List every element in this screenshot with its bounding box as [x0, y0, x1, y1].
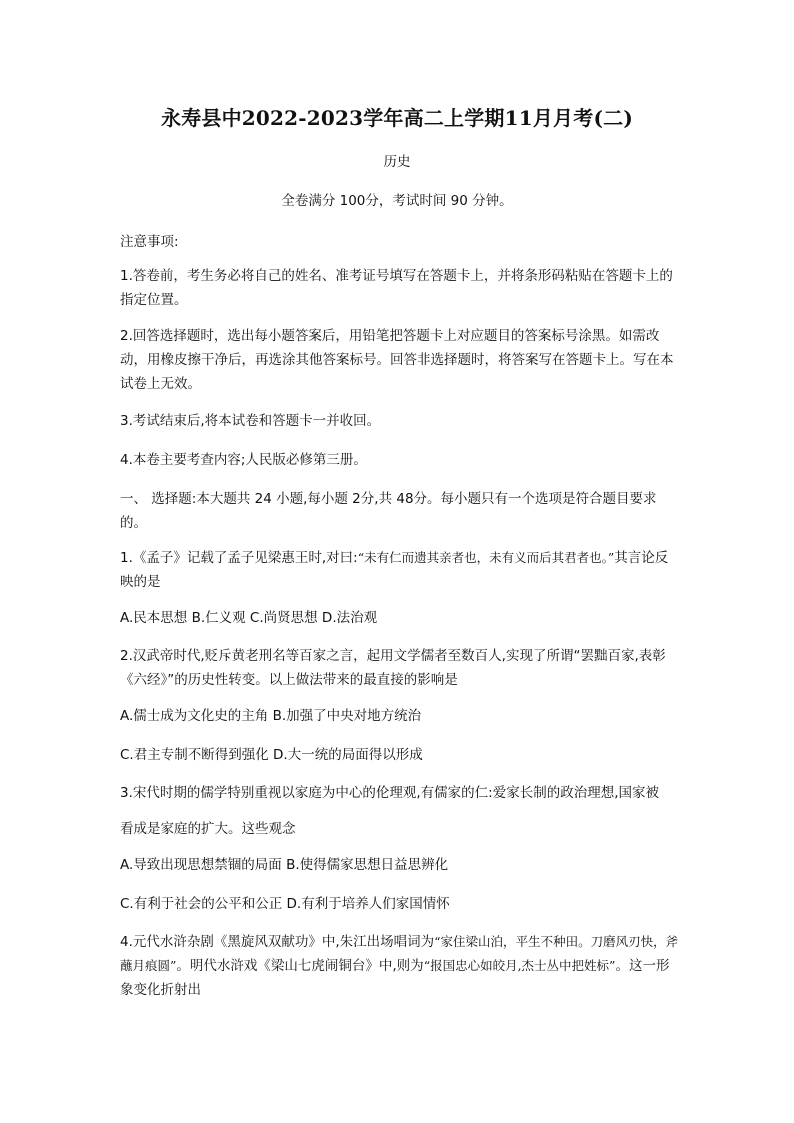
- question-4-stem-pre: 4.元代水浒杂剧《黑旋风双献功》中,朱江出场唱词为: [120, 934, 435, 950]
- exam-subject: 历史: [383, 154, 411, 170]
- question-3-stem-line-1: 3.宋代时期的儒学特别重视以家庭为中心的伦理观,有儒家的仁:爱家长制的政治理想,国家被: [120, 785, 660, 801]
- question-2-options-line-1: A.儒士成为文化史的主角 B.加强了中央对地方统治: [120, 708, 422, 724]
- question-3-options-line-1: A.导致出现思想禁锢的局面 B.使得儒家思想日益思辨化: [120, 857, 449, 873]
- question-1-options: A.民本思想 B.仁义观 C.尚贤思想 D.法治观: [120, 610, 378, 626]
- notice-heading: 注意事项:: [120, 234, 179, 250]
- question-3-stem-line-2: 看成是家庭的扩大。这些观念: [120, 821, 296, 837]
- question-4-stem-post: 。这一形象变化折射出: [120, 958, 670, 998]
- question-4-stem: [120, 930, 680, 1002]
- question-3-options-line-2: C.有利于社会的公平和公正 D.有利于培养人们家国情怀: [120, 896, 450, 912]
- question-4-quote-2: “报国忠心如皎月,杰士丛中把姓标”: [423, 958, 616, 973]
- question-1-stem-pre: 1.《孟子》记载了孟子见梁惠王时,对曰:: [120, 550, 358, 566]
- question-1-quote: “未有仁而遗其亲者也，未有义而后其君者也。”: [357, 550, 615, 565]
- question-1-stem-post: 其言论反映的是: [120, 550, 669, 590]
- notice-item-4: 4.本卷主要考查内容;人民版必修第三册。: [120, 452, 367, 468]
- question-1-stem: [120, 546, 680, 594]
- question-4-stem-mid: 。明代水浒戏《梁山七虎闹铜台》中,则为: [176, 958, 424, 974]
- notice-item-3: 3.考试结束后,将本试卷和答题卡一并收回。: [120, 413, 381, 429]
- section-heading: 一、 选择题:本大题共 24 小题,每小题 2分,共 48分。每小题只有一个选项是符合题目要求的。: [120, 491, 657, 531]
- notice-item-2: 2.回答选择题时，选出每小题答案后，用铅笔把答题卡上对应题目的答案标号涂黑。如需改动，用橡皮擦干净后，再选涂其他答案标号。回答非选择题时，将答案写在答题卡上。写在本试卷上无效。: [120, 328, 674, 392]
- question-2-options-line-2: C.君主专制不断得到强化 D.大一统的局面得以形成: [120, 747, 423, 763]
- question-2-stem: 2.汉武帝时代,贬斥黄老刑名等百家之言，起用文学儒者至数百人,实现了所谓“罢黜百家,表彰《六经》”的历史性转变。以上做法带来的最直接的影响是: [120, 648, 666, 688]
- score-info: 全卷满分 100分，考试时间 90 分钟。: [281, 193, 513, 209]
- question-4-quote-1: “家住梁山泊，平生不种田。刀磨风刃快，斧蘸月痕圆”: [120, 934, 679, 973]
- exam-title: 永寿县中2022-2023学年高二上学期11月月考(二): [161, 106, 633, 130]
- notice-item-1: 1.答卷前，考生务必将自己的姓名、准考证号填写在答题卡上，并将条形码粘贴在答题卡上的指定位置。: [120, 268, 673, 308]
